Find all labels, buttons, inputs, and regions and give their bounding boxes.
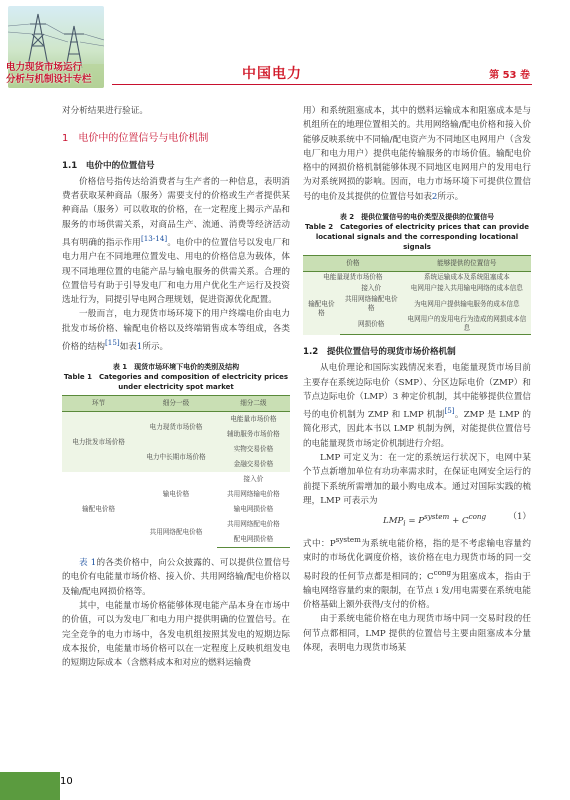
table-cell: 辅助服务市场价格 xyxy=(217,427,290,442)
table2-caption xyxy=(303,212,531,252)
table-cell: 接入价 xyxy=(217,472,290,487)
table2-title-en: Table 2 Categories of electricity prices that can provide locational signals and the corresponding locational signals xyxy=(305,223,529,252)
text: 一般而言，电力现货市场环境下的用户终端电价由电力批发市场价格、输配电价格以及终端销售成本等组成，各类价格的结构 xyxy=(62,309,290,352)
table-cell: 系统运输成本及系统阻塞成本 xyxy=(403,272,531,284)
paragraph: 对分析结果进行验证。 xyxy=(62,106,148,116)
page-number-tab xyxy=(0,772,60,800)
table-cell: 网损价格 xyxy=(340,314,403,335)
table-cell: 输电网损价格 xyxy=(217,502,290,517)
table-link[interactable]: 1 xyxy=(136,341,143,352)
eq-sup: cong xyxy=(468,512,487,522)
volume-label: 第 53 卷 xyxy=(489,70,530,81)
text: 的各类价格中，向公众披露的、可以提供位置信号的电价有电能量市场价格、接入价、共用网络输/配电价格以及输/配电网损价格等。 xyxy=(62,558,290,597)
table-link[interactable]: 2 xyxy=(431,191,438,202)
table1-title-cn: 表 1 现货市场环境下电价的类别及结构 xyxy=(112,363,240,372)
table-cell: 为电网用户提供输电服务的成本信息 xyxy=(403,294,531,314)
equation-1 xyxy=(303,510,531,531)
text: 为阻塞成本，指由于输电网络容量约束的限制，在节点 i 发/用电需要在系统电能价格基础上额外获得/支付的价格。 xyxy=(303,571,531,610)
text: 所示。 xyxy=(437,191,464,202)
eq-term: LMP xyxy=(383,516,404,527)
table-link[interactable]: 表 1 xyxy=(79,558,97,569)
table1 xyxy=(62,395,290,548)
paragraph xyxy=(303,533,531,612)
eq-sup: system xyxy=(335,535,361,545)
paragraph: 其中，电能量市场价格能够体现电能产品本身在市场中的价值，可以为发电厂和电力用户提供明确的位置信号。在完全竞争的电力市场中，各发电机组按照其发电的短期边际成本报价，电能量市场价格可以在一定程度上反映机组发电的短期边际成本（含燃料成本和对应的燃料运输费 xyxy=(62,601,290,669)
header-rule xyxy=(112,84,532,85)
eq-sup: system xyxy=(424,512,450,522)
left-column xyxy=(62,104,290,671)
section-title: 1 电价中的位置信号与电价机制 xyxy=(62,133,209,145)
table1-caption xyxy=(62,362,290,392)
paragraph xyxy=(303,361,531,451)
eq-term: + C xyxy=(449,516,469,527)
table-cell: 共用网络配电价格 xyxy=(217,517,290,532)
citation[interactable]: [5] xyxy=(444,406,455,416)
table-cell: 共用网络输配电价格 xyxy=(340,294,403,314)
text: 从电价理论和国际实践情况来看，电能量现货市场目前主要存在系统边际电价（SMP）、分区边际电价（ZMP）和节点边际电价（LMP）3 种定价机制，其中能够提供位置信号的电价机制为 ZMP 和 LMP 机制 xyxy=(303,363,531,421)
paragraph xyxy=(303,104,531,204)
table2 xyxy=(303,255,531,335)
paragraph: 由于系统电能价格在电力现货市场中同一交易时段的任何节点都相同，LMP 提供的位置信号主要由阻塞成本分量体现，表明电力现货市场某 xyxy=(303,614,531,653)
table-cell: 共用网络配电价格 xyxy=(135,517,217,548)
table-cell: 实物交易价格 xyxy=(217,442,290,457)
table2-title-cn: 表 2 提供位置信号的电价类型及提供的位置信号 xyxy=(339,213,495,222)
table-cell: 输配电价格 xyxy=(62,472,135,548)
table-header: 细分一级 xyxy=(135,396,217,412)
table-cell: 接入价 xyxy=(340,283,403,294)
table-cell: 电网用户接入共用输电网络的成本信息 xyxy=(403,283,531,294)
table-header: 能够提供的位置信号 xyxy=(403,256,531,272)
right-column xyxy=(303,104,531,655)
table-cell: 电能量市场价格 xyxy=(217,412,290,428)
column-title-line2: 分析与机制设计专栏 xyxy=(6,74,92,85)
page-number: 10 xyxy=(60,776,73,787)
subsection-title: 1.2 提供位置信号的现货市场价格机制 xyxy=(303,347,456,358)
text: 。电价中的位置信号以发电厂和电力用户在不同地理位置发电、用电的价格信息为载体，体现不同地理位置的电能产品与输电服务的供需关系。合理的位置信号有助于引导发电厂和电力用户优化生产运行及投资选址行为，同提引导电网合理规划，促进资源优化配置。 xyxy=(62,237,290,306)
paragraph xyxy=(62,556,290,599)
table-cell: 电网用户的发用电行为造成的网损成本信息 xyxy=(403,314,531,335)
paragraph xyxy=(62,175,290,308)
table-cell: 电力中长期市场价格 xyxy=(135,442,217,472)
table-cell: 金融交易价格 xyxy=(217,457,290,472)
text: 。ZMP 是 LMP 的简化形式，因此本书以 LMP 机制为例，对能提供位置信号的电能量现货市场定价机制进行介绍。 xyxy=(303,410,531,449)
table-cell: 输配电价格 xyxy=(303,283,340,335)
table1-title-en: Table 1 Categories and composition of electricity prices under electricity spot market xyxy=(63,373,289,392)
table-header: 价格 xyxy=(303,256,403,272)
text: 为系统电能价格，指的是不考虑输电容量约束时的市场优化调度价格，该价格在电力现货市场的同一交易时段的任何节点都是相同的；C xyxy=(303,538,531,582)
text: 价格信号指传达给消费者与生产者的一种信息，表明消费者获取某种商品（服务）需要支付的价格或生产者提供某种商品（服务）可以收取的价格，在一定程度上揭示产品和服务的市场供需关系，对商品生产、流通、消费等经济活动具有明确的指示作用 xyxy=(62,176,290,248)
table-cell: 共用网络输电价格 xyxy=(217,487,290,502)
text: 如表 xyxy=(119,341,137,352)
table-cell: 电力现货市场价格 xyxy=(135,412,217,443)
text: 所示。 xyxy=(142,341,169,352)
table-cell: 配电网损价格 xyxy=(217,532,290,548)
equation-body xyxy=(383,510,486,531)
table-cell: 电能量现货市场价格 xyxy=(303,272,403,284)
eq-sub: i xyxy=(403,518,406,528)
eq-term: = P xyxy=(405,516,425,527)
column-title xyxy=(6,62,110,86)
paragraph xyxy=(62,307,290,354)
page-header xyxy=(0,0,570,100)
paragraph: LMP 可定义为：在一定的系统运行状况下，电网中某个节点新增加单位有功功率需求时，在保证电网安全运行的前提下系统所需增加的最小购电成本。通过对国际实践的梳理，LMP 可表示为 xyxy=(303,453,531,506)
table-header: 环节 xyxy=(62,396,135,412)
table-header: 细分二级 xyxy=(217,396,290,412)
text: 用）和系统阻塞成本，其中的燃料运输成本和阻塞成本是与机组所在的地理位置相关的。共用网络输/配电价格和接入价能够反映系统中不同输/配电资产为不同地区电网用户（含发电厂和电力用户）提供电能传输服务的市场价值。输配电价格中的网损价格机制能够体现不同地区电网用户的发用电行为对系统网损的影响。因而，电力市场环境下可提供位置信号的电价及其提供的位置信号如表 xyxy=(303,106,531,202)
subsection-title: 1.1 电价中的位置信号 xyxy=(62,160,155,171)
text: 式中：P xyxy=(303,538,336,549)
eq-sup: cong xyxy=(433,567,452,577)
column-title-line1: 电力现货市场运行 xyxy=(6,62,83,73)
table-cell: 输电价格 xyxy=(135,472,217,517)
table-cell: 电力批发市场价格 xyxy=(62,412,135,473)
journal-name: 中国电力 xyxy=(242,66,302,82)
citation[interactable]: [15] xyxy=(104,338,120,348)
citation[interactable]: [13-14] xyxy=(140,234,168,244)
equation-number: （1） xyxy=(508,512,531,523)
